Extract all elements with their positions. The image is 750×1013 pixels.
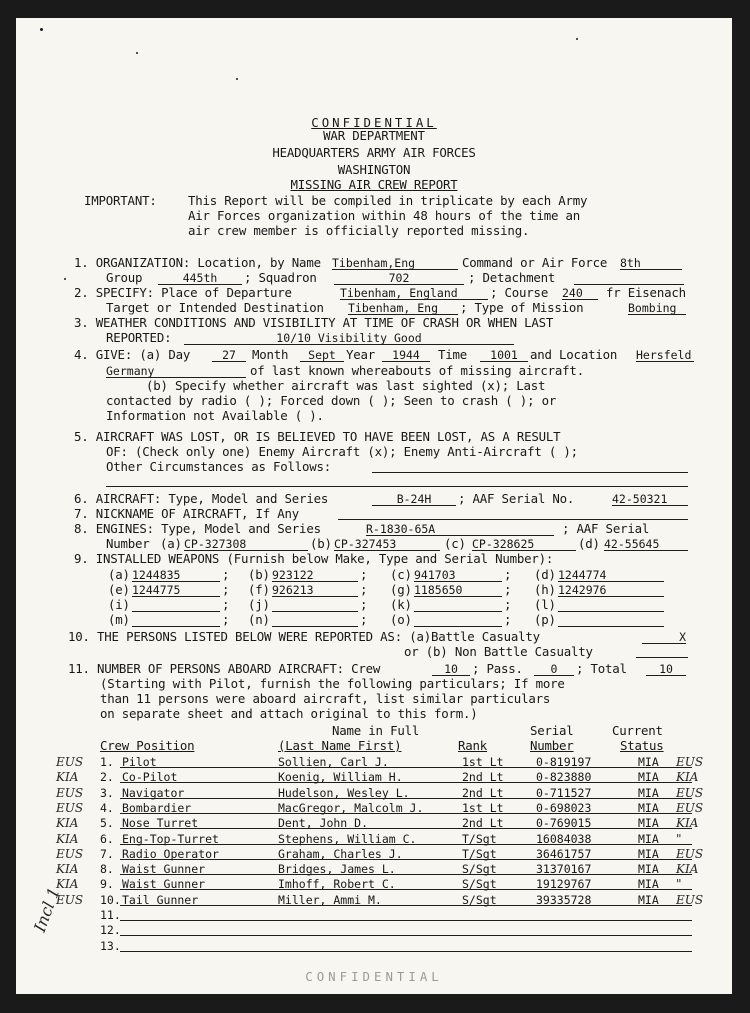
crew-name: Bridges, James L. [278,862,396,876]
crew-status: MIA [638,877,659,891]
handwritten-status-note: KIA [56,862,79,876]
handwritten-current-status: EUS [676,786,704,800]
crew-status: MIA [638,832,659,846]
item8-c-label: (c) [444,536,466,551]
handwritten-status-note: EUS [56,801,84,815]
department-heading: WAR DEPARTMENT [323,128,425,143]
row-underline [120,874,692,875]
weapon-label: (n) [248,612,270,627]
item2-course-label: ; Course [490,285,549,300]
weapon-label: (k) [390,597,412,612]
confidential-heading: CONFIDENTIAL [311,115,437,130]
crew-status: MIA [638,893,659,907]
header-name-top: Name in Full [332,723,420,738]
crew-serial: 0-769015 [536,816,592,830]
item2-departure-field: Tibenham, England [340,287,488,300]
item10-line2: or (b) Non Battle Casualty [404,644,593,659]
item2-course-note: fr Eisenach [606,285,686,300]
item2-line2-prefix: Target or Intended Destination [106,300,324,315]
header-rank: Rank [458,738,488,753]
weapon-serial [414,599,502,612]
weapon-serial: 1244775 [132,584,220,597]
row-underline [120,828,692,829]
header-position: Crew Position [100,738,195,753]
crew-number: 4. [100,801,114,815]
weapon-label: (m) [108,612,130,627]
weapon-serial: 923122 [272,569,358,582]
crew-rank: S/Sgt [462,862,497,876]
item5-circumstances-line-1 [372,472,688,473]
crew-status: MIA [638,862,659,876]
dust-speck [40,28,43,31]
document-page [16,18,732,994]
crew-name: Imhoff, Robert C. [278,877,396,891]
weapon-serial [414,614,502,627]
weapon-serial [558,614,664,627]
item11-line2: (Starting with Pilot, furnish the following particulars; If more [100,676,565,691]
item3-weather-field: 10/10 Visibility Good [184,332,514,345]
item11-total-field: 10 [646,663,686,676]
row-underline [120,920,692,921]
item8-prefix: 8. ENGINES: Type, Model and Series [74,521,321,536]
item3-line1: 3. WEATHER CONDITIONS AND VISIBILITY AT TIME OF CRASH OR WHEN LAST [74,315,554,330]
weapon-separator: ; [360,582,368,597]
crew-name: Miller, Ammi M. [278,893,382,907]
row-underline [120,767,692,768]
item9-line1: 9. INSTALLED WEAPONS (Furnish below Make, Type and Serial Number): [74,551,554,566]
crew-name: Graham, Charles J. [278,847,403,861]
handwritten-current-status: " [676,877,682,891]
crew-serial: 0-698023 [536,801,592,815]
item4-location-field: Hersfeld [636,349,694,362]
weapon-label: (g) [390,582,412,597]
item6-serial-label: ; AAF Serial No. [458,491,575,506]
dust-speck [64,278,66,280]
handwritten-status-note: EUS [56,847,84,861]
crew-serial: 36461757 [536,847,592,861]
item8-engine-type-field: R-1830-65A [366,523,554,536]
crew-rank: S/Sgt [462,877,497,891]
report-title: MISSING AIR CREW REPORT [290,177,458,192]
crew-name: Dent, John D. [278,816,369,830]
weapon-label: (e) [108,582,130,597]
weapon-serial [272,599,358,612]
weapon-serial [132,614,220,627]
weapon-separator: ; [222,567,230,582]
crew-name: Koenig, William H. [278,770,403,784]
weapon-serial: 1242976 [558,584,664,597]
item4-give-label: 4. GIVE: (a) Day [74,347,191,362]
item10-non-battle-line [636,657,688,658]
row-underline [120,859,692,860]
row-underline [120,813,692,814]
handwritten-current-status: KIA [676,770,699,784]
crew-status: MIA [638,770,659,784]
weapon-serial: 941703 [414,569,502,582]
weapon-separator: ; [360,567,368,582]
crew-number: 2. [100,770,114,784]
row-underline [120,951,692,952]
item8-b-field: CP-327453 [334,538,440,551]
weapon-separator: ; [504,582,512,597]
crew-serial: 39335728 [536,893,592,907]
crew-position: Radio Operator [122,847,219,861]
item1-command-label: Command or Air Force [462,255,608,270]
crew-serial: 0-823880 [536,770,592,784]
important-line-1: This Report will be compiled in triplicate by each Army [188,193,588,208]
crew-rank: 2nd Lt [462,770,504,784]
item6-prefix: 6. AIRCRAFT: Type, Model and Series [74,491,329,506]
item8-d-label: (d) [578,536,600,551]
crew-position: Nose Turret [122,816,199,830]
weapon-separator: ; [360,597,368,612]
weapon-label: (h) [534,582,556,597]
important-line-3: air crew member is officially reported missing. [188,223,530,238]
item5-line3: Other Circumstances as Follows: [106,459,332,474]
crew-serial: 19129767 [536,877,592,891]
item4-day-field: 27 [212,349,246,362]
crew-position: Waist Gunner [122,877,206,891]
crew-serial: 16084038 [536,832,592,846]
row-underline [120,782,692,783]
crew-rank: S/Sgt [462,893,497,907]
item1-squadron-label: ; Squadron [244,270,317,285]
item11-prefix: 11. NUMBER OF PERSONS ABOARD AIRCRAFT: Crew [68,661,381,676]
item1-location-field: Tibenham,Eng [332,257,458,270]
item2-course-field: 240 [562,287,598,300]
crew-serial: 0-711527 [536,786,592,800]
item4-year-label: Year [346,347,376,362]
handwritten-current-status: EUS [676,801,704,815]
item4-line2: of last known whereabouts of missing aircraft. [250,363,584,378]
crew-number: 6. [100,832,114,846]
item5-circumstances-line-2 [106,486,688,487]
handwritten-status-note: KIA [56,832,79,846]
handwritten-current-status: EUS [676,847,704,861]
crew-rank: 1st Lt [462,755,504,769]
handwritten-current-status: KIA [676,862,699,876]
item6-serial-field: 42-50321 [612,493,688,506]
row-underline [120,889,692,890]
item8-b-label: (b) [310,536,332,551]
weapon-separator: ; [504,567,512,582]
item4-line3: (b) Specify whether aircraft was last sighted (x); Last [146,378,546,393]
crew-number: 12. [100,923,121,937]
crew-status: MIA [638,786,659,800]
handwritten-current-status: EUS [676,755,704,769]
weapon-serial [272,614,358,627]
crew-rank: 2nd Lt [462,816,504,830]
crew-number: 13. [100,939,121,953]
weapon-separator: ; [222,582,230,597]
handwritten-status-note: KIA [56,770,79,784]
item4-month-label: Month [252,347,289,362]
weapon-separator: ; [360,612,368,627]
footer-confidential: CONFIDENTIAL [305,969,443,984]
header-status-top: Current [612,723,663,738]
row-underline [120,798,692,799]
crew-number: 3. [100,786,114,800]
weapon-label: (o) [390,612,412,627]
weapon-serial [558,599,664,612]
item1-detachment-label: ; Detachment [468,270,556,285]
item5-line1: 5. AIRCRAFT WAS LOST, OR IS BELIEVED TO HAVE BEEN LOST, AS A RESULT [74,429,561,444]
header-serial-bottom: Number [530,738,574,753]
item1-line1-prefix: 1. ORGANIZATION: Location, by Name [74,255,321,270]
crew-number: 8. [100,862,114,876]
hq-heading: HEADQUARTERS ARMY AIR FORCES [272,145,476,160]
weapon-serial: 1244835 [132,569,220,582]
item4-time-label: Time [438,347,468,362]
crew-name: Stephens, William C. [278,832,417,846]
item2-mission-label: ; Type of Mission [460,300,584,315]
item6-type-field: B-24H [372,493,456,506]
crew-name: MacGregor, Malcolm J. [278,801,424,815]
important-line-2: Air Forces organization within 48 hours of the time an [188,208,581,223]
item8-serial-label: ; AAF Serial [562,521,650,536]
weapon-separator: ; [222,597,230,612]
weapon-label: (f) [248,582,270,597]
weapon-serial: 1185650 [414,584,502,597]
weapon-separator: ; [504,612,512,627]
item8-a-label: (a) [160,536,182,551]
dust-speck [236,78,238,80]
item11-total-label: ; Total [576,661,627,676]
item7-nickname-line [338,519,688,520]
item2-line1-prefix: 2. SPECIFY: Place of Departure [74,285,292,300]
weapon-label: (l) [534,597,556,612]
item4-year-field: 1944 [382,349,430,362]
item5-line2: OF: (Check only one) Enemy Aircraft (x); Enemy Anti-Aircraft ( ); [106,444,578,459]
row-underline [120,844,692,845]
margin-handwritten-note: Incl 1 [30,884,64,935]
item4-line4: contacted by radio ( ); Forced down ( ); Seen to crash ( ); or [106,393,557,408]
crew-name: Hudelson, Wesley L. [278,786,410,800]
item11-line4: on separate sheet and attach original to this form.) [100,706,478,721]
crew-status: MIA [638,755,659,769]
item1-group-field: 445th [158,272,242,285]
crew-status: MIA [638,801,659,815]
item11-crew-field: 10 [432,663,470,676]
dust-speck [576,38,578,40]
item4-location2-field: Germany [106,365,246,378]
weapon-serial: 926213 [272,584,358,597]
item8-a-field: CP-327308 [184,538,308,551]
crew-number: 10. [100,893,121,907]
crew-position: Waist Gunner [122,862,206,876]
item1-air-force-field: 8th [620,257,682,270]
weapon-label: (i) [108,597,130,612]
crew-status: MIA [638,816,659,830]
dust-speck [136,52,138,54]
item8-c-field: CP-328625 [472,538,576,551]
handwritten-status-note: KIA [56,816,79,830]
item11-line3: than 11 persons were aboard aircraft, list similar particulars [100,691,551,706]
weapon-label: (p) [534,612,556,627]
crew-position: Pilot [122,755,157,769]
header-status-bottom: Status [620,738,664,753]
item4-location-label: and Location [530,347,618,362]
handwritten-status-note: KIA [56,877,79,891]
handwritten-current-status: " [676,832,682,846]
item7-label: 7. NICKNAME OF AIRCRAFT, If Any [74,506,300,521]
item2-mission-field: Bombing [628,302,686,315]
weapon-label: (d) [534,567,556,582]
crew-rank: T/Sgt [462,847,497,861]
row-underline [120,905,692,906]
crew-rank: T/Sgt [462,832,497,846]
crew-number: 9. [100,877,114,891]
city-heading: WASHINGTON [337,162,411,177]
crew-serial: 0-819197 [536,755,592,769]
item3-reported-label: REPORTED: [106,330,172,345]
item10-battle-casualty-mark: X [642,631,686,644]
crew-number: 7. [100,847,114,861]
crew-position: Tail Gunner [122,893,199,907]
item8-d-field: 42-55645 [604,538,688,551]
weapon-separator: ; [222,612,230,627]
handwritten-status-note: EUS [56,893,84,907]
crew-position: Co-Pilot [122,770,178,784]
weapon-label: (a) [108,567,130,582]
weapon-serial: 1244774 [558,569,664,582]
important-label: IMPORTANT: [84,193,157,208]
crew-rank: 2nd Lt [462,786,504,800]
item4-time-field: 1001 [480,349,528,362]
weapon-serial [132,599,220,612]
item10-line1: 10. THE PERSONS LISTED BELOW WERE REPORTED AS: (a)Battle Casualty [68,629,540,644]
crew-number: 1. [100,755,114,769]
header-serial-top: Serial [530,723,574,738]
crew-number: 5. [100,816,114,830]
row-underline [120,935,692,936]
handwritten-current-status: KIA [676,816,699,830]
weapon-label: (j) [248,597,270,612]
weapon-label: (c) [390,567,412,582]
item1-group-label: Group [106,270,143,285]
item4-line5: Information not Available ( ). [106,408,324,423]
handwritten-status-note: EUS [56,786,84,800]
crew-status: MIA [638,847,659,861]
handwritten-status-note: EUS [56,755,84,769]
item2-destination-field: Tibenham, Eng [348,302,458,315]
item1-squadron-field: 702 [334,272,464,285]
crew-number: 11. [100,908,121,922]
crew-position: Eng-Top-Turret [122,832,219,846]
weapon-separator: ; [504,597,512,612]
item11-pass-label: ; Pass. [472,661,523,676]
crew-position: Bombardier [122,801,192,815]
weapon-label: (b) [248,567,270,582]
item11-pass-field: 0 [534,663,574,676]
crew-position: Navigator [122,786,185,800]
item4-month-field: Sept [300,349,344,362]
crew-serial: 31370167 [536,862,592,876]
handwritten-current-status: EUS [676,893,704,907]
item8-number-label: Number [106,536,150,551]
crew-name: Sollien, Carl J. [278,755,389,769]
header-name-bottom: (Last Name First) [278,738,402,753]
crew-rank: 1st Lt [462,801,504,815]
